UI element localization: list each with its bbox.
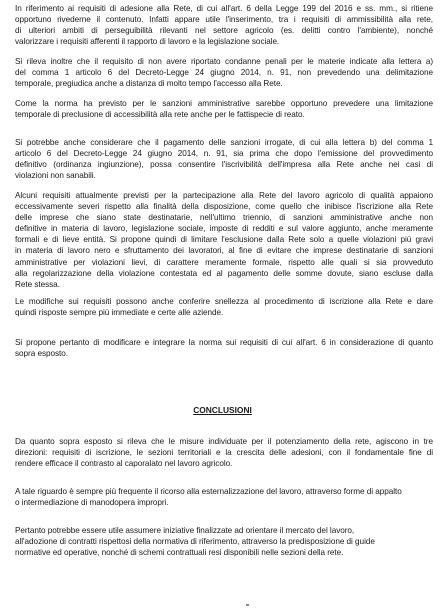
paragraph-esternalizzazione bbox=[15, 486, 433, 508]
text-line: valorizzare i requisiti afferenti il rapporto di lavoro e la legislazione sociale. bbox=[15, 37, 280, 47]
paragraph-rete-requisiti bbox=[15, 3, 433, 47]
paragraph-modifiche-requisiti bbox=[15, 296, 433, 318]
text-line: quindi risposte sempre più immediate e certe alle aziende. bbox=[15, 308, 224, 318]
text-line: Si potrebbe anche considerare che il pagamento delle sanzioni irrogate, di cui alla lettera b) del comma 1 bbox=[15, 138, 433, 147]
text-line: temporale, pregiudica anche a distanza di molto tempo l'accesso alla Rete. bbox=[15, 79, 283, 89]
text-line: violazioni non sanabili. bbox=[15, 171, 96, 181]
text-line: sopra esposto. bbox=[15, 349, 69, 359]
paragraph-condanne-penali bbox=[15, 56, 433, 89]
text-line: eccessivamente severi rispetto alla finalità della disposizione, come quello che inibisce l'iscrizione alla Rete bbox=[15, 202, 433, 212]
text-line: Da quanto sopra esposto si rileva che le misure individuate per il potenziamento della rete, agiscono in tre bbox=[15, 437, 433, 446]
paragraph-iniziative-mercato bbox=[15, 525, 433, 558]
paragraph-pagamento-sanzioni bbox=[15, 137, 433, 181]
text-line: Come la norma ha previsto per le sanzioni amministrative sarebbe opportuno prevedere una limitazione bbox=[15, 99, 433, 108]
text-line: Rete stessa. bbox=[15, 279, 60, 289]
text-line: A tale riguardo è sempre più frequente il ricorso alla esternalizzazione del lavoro, attraverso forme di appalto bbox=[15, 487, 402, 496]
text-line: all'adozione di contratti rispettosi della normativa di riferimento, attraverso la predisposizione di guide bbox=[15, 537, 375, 547]
paragraph-limitazione-temporale bbox=[15, 98, 433, 120]
text-line: opportuno rivederne il contenuto. Infatti appare utile l'inserimento, tra i requisiti di ammissibilità alla rete, bbox=[15, 15, 433, 25]
text-line: temporale di preclusione di accessibilità alla rete anche per le fattispecie di reato. bbox=[15, 110, 305, 120]
scan-speck bbox=[246, 604, 249, 606]
text-line: o intermediazione di manodopera impropri. bbox=[15, 498, 169, 508]
text-line: rendere efficace il contrasto al caporalato nel lavoro agricolo. bbox=[15, 459, 233, 469]
text-line: direzioni: requisiti di iscrizione, le sezioni territoriali e la crescita delle adesioni, con il fondamentale fine di bbox=[15, 448, 433, 458]
text-line: del comma 1 articolo 6 del Decreto-Legge 24 giugno 2014, n. 91, non prevedendo una delimitazione bbox=[15, 68, 433, 78]
paragraph-requisiti-severi bbox=[15, 190, 433, 290]
text-line: definitivo (ordinanza ingiunzione), possa consentire l'iscrivibilità dell'impresa alla Rete anche nei casi di bbox=[15, 160, 433, 170]
text-line: Pertanto potrebbe essere utile assumere iniziative finalizzate ad orientare il mercato del lavoro, bbox=[15, 526, 355, 535]
text-line: In riferimento ai requisiti di adesione alla Rete, di cui all'art. 6 della Legge 199 del 2016 e ss. mm., si ritiene bbox=[15, 4, 433, 13]
text-line: formali e di lieve entità. Si propone quindi di limitare l'esclusione dalla Rete solo a quelle violazioni più gravi bbox=[15, 235, 433, 245]
text-line: Le modifiche sui requisiti possono anche conferire snellezza al procedimento di iscrizione alla Rete e dare bbox=[15, 297, 433, 306]
text-line: amministrative per violazioni lievi, di carattere meramente formale, rispetto alle quali si sia provveduto bbox=[15, 257, 433, 267]
text-line: delle imprese che siano state destinatarie, nell'ultimo triennio, di sanzioni amministrative anche non bbox=[15, 213, 433, 223]
conclusions-heading: CONCLUSIONI bbox=[193, 405, 252, 415]
text-line: alla regolarizzazione della violazione contestata ed al pagamento delle somme dovute, siano escluse dalla bbox=[15, 268, 433, 278]
text-line: normative ed operative, nonché di schemi contrattuali resi disponibili nelle sezioni della rete. bbox=[15, 548, 344, 558]
text-line: di ulteriori ambiti di perseguibilità rilevanti nel settore agricolo (es. delitti contro l'ambiente), nonché bbox=[15, 26, 433, 36]
paragraph-proposta-modifica bbox=[15, 337, 433, 359]
text-line: Si rileva inoltre che il requisito di non avere riportato condanne penali per le materie indicate alla lettera a) bbox=[15, 57, 433, 66]
text-line: definitive in materia di lavoro, legislazione sociale, imposte di redditi e sul valore aggiunto, anche meramente bbox=[15, 224, 433, 234]
paragraph-conclusioni-misure bbox=[15, 436, 433, 469]
text-line: in materia di lavoro nero e sfruttamento dei lavoratori, al fine di evitare che imprese destinatarie di sanzioni bbox=[15, 246, 433, 256]
text-line: Si propone pertanto di modificare e integrare la norma sui requisiti di cui all'art. 6 in considerazione di quanto bbox=[15, 338, 433, 347]
text-line: articolo 6 del Decreto-Legge 24 giugno 2014, n. 91, sia prima che dopo l'emissione del provvedimento bbox=[15, 149, 433, 159]
text-line: Alcuni requisiti attualmente previsti per la partecipazione alla Rete del lavoro agricolo di qualità appaiono bbox=[15, 191, 433, 200]
